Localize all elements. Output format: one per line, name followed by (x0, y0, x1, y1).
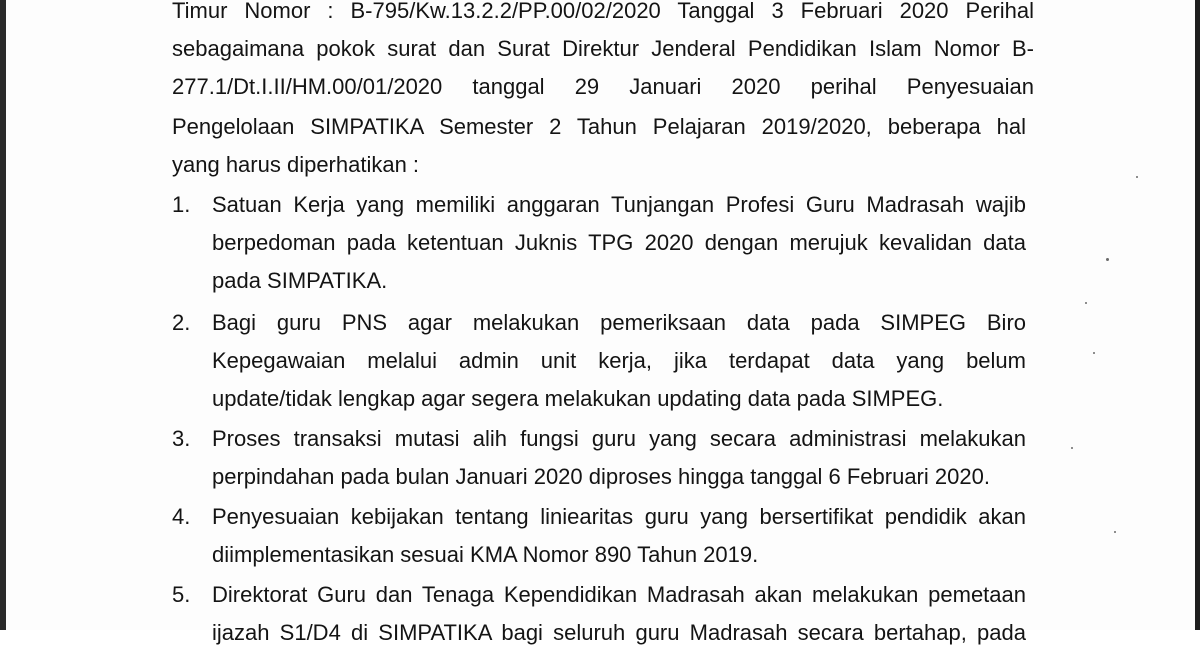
paragraph-line: sebagaimana pokok surat dan Surat Direktur Jenderal Pendidikan Islam Nomor B- (172, 36, 1034, 61)
list-item-number: 4. (172, 504, 191, 529)
list-item-line: perpindahan pada bulan Januari 2020 diproses hingga tanggal 6 Februari 2020. (212, 464, 990, 489)
scan-speck (1106, 258, 1109, 261)
list-item-line: diimplementasikan sesuai KMA Nomor 890 Tahun 2019. (212, 542, 759, 567)
list-item-number: 1. (172, 192, 191, 217)
scan-speck (1114, 531, 1116, 533)
list-item-line: ijazah S1/D4 di SIMPATIKA bagi seluruh guru Madrasah secara bertahap, pada (212, 620, 1026, 645)
paragraph-line: yang harus diperhatikan : (172, 152, 420, 177)
list-item-line: Bagi guru PNS agar melakukan pemeriksaan data pada SIMPEG Biro (212, 310, 1026, 335)
scan-right-border (1195, 0, 1200, 630)
paragraph-line: 277.1/Dt.I.II/HM.00/01/2020 tanggal 29 Januari 2020 perihal Penyesuaian (172, 74, 1034, 99)
list-item-line: Satuan Kerja yang memiliki anggaran Tunjangan Profesi Guru Madrasah wajib (212, 192, 1026, 217)
scan-speck (1136, 176, 1138, 178)
paragraph-line: Timur Nomor : B-795/Kw.13.2.2/PP.00/02/2020 Tanggal 3 Februari 2020 Perihal (172, 0, 1034, 23)
scan-speck (1071, 447, 1073, 449)
list-item-line: update/tidak lengkap agar segera melakukan updating data pada SIMPEG. (212, 386, 944, 411)
paragraph-line: Pengelolaan SIMPATIKA Semester 2 Tahun Pelajaran 2019/2020, beberapa hal (172, 114, 1026, 139)
list-item-number: 3. (172, 426, 191, 451)
scan-left-border (0, 0, 6, 630)
list-item-line: Proses transaksi mutasi alih fungsi guru yang secara administrasi melakukan (212, 426, 1026, 451)
scan-speck (1085, 302, 1087, 304)
list-item-number: 5. (172, 582, 191, 607)
list-item-line: pada SIMPATIKA. (212, 268, 388, 293)
list-item-line: berpedoman pada ketentuan Juknis TPG 2020 dengan merujuk kevalidan data (212, 230, 1026, 255)
list-item-line: Kepegawaian melalui admin unit kerja, jika terdapat data yang belum (212, 348, 1026, 373)
list-item-number: 2. (172, 310, 191, 335)
list-item-line: Penyesuaian kebijakan tentang liniearitas guru yang bersertifikat pendidik akan (212, 504, 1026, 529)
scan-speck (1093, 352, 1095, 354)
list-item-line: Direktorat Guru dan Tenaga Kependidikan Madrasah akan melakukan pemetaan (212, 582, 1026, 607)
